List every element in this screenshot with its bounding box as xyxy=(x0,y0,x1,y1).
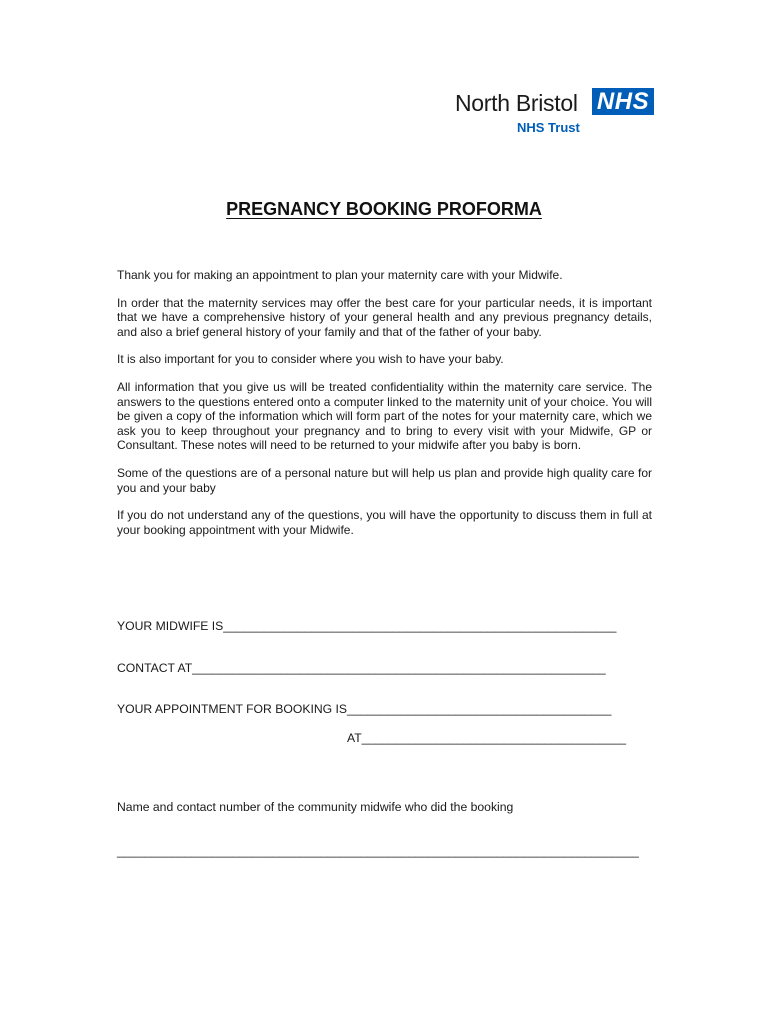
nhs-trust-logo xyxy=(455,88,655,138)
paragraph-thanks: Thank you for making an appointment to plan your maternity care with your Midwife. xyxy=(117,268,563,282)
appointment-field[interactable]: YOUR APPOINTMENT FOR BOOKING IS_______________________________________ xyxy=(117,702,612,716)
introduction-text xyxy=(117,268,652,550)
organization-name: North Bristol xyxy=(455,90,578,116)
paragraph-discuss: If you do not understand any of the questions, you will have the opportunity to discuss them in full at your booking appointment with your Midwife. xyxy=(117,508,652,537)
midwife-field[interactable]: YOUR MIDWIFE IS__________________________________________________________ xyxy=(117,619,617,633)
paragraph-history: In order that the maternity services may offer the best care for your particular needs, it is important that we have a comprehensive history of your general health and any previous pregnancy details, and also a brief general history of your family and that of the father of your baby. xyxy=(117,295,652,339)
community-midwife-field[interactable]: _____________________________________________________________________________ xyxy=(117,844,639,858)
paragraph-personal: Some of the questions are of a personal nature but will help us plan and provide high quality care for you and your baby xyxy=(117,465,652,495)
community-midwife-label: Name and contact number of the community midwife who did the booking xyxy=(117,800,514,814)
paragraph-confidentiality: All information that you give us will be treated confidentiality within the maternity care service. The answers to the questions entered onto a computer linked to the maternity unit of your choice. You will be given a copy of the information which will form part of the notes for your maternity care, which we ask you to keep throughout your pregnancy and to bring to every visit with your Midwife, GP or Consultant. These notes will need to be returned to your midwife after you baby is born. xyxy=(117,379,652,453)
paragraph-location: It is also important for you to consider where you wish to have your baby. xyxy=(117,352,504,367)
document-title: PREGNANCY BOOKING PROFORMA xyxy=(226,199,542,219)
nhs-logo-badge: NHS xyxy=(592,88,654,115)
appointment-location-field[interactable]: AT_______________________________________ xyxy=(347,731,627,745)
trust-label: NHS Trust xyxy=(517,120,580,135)
contact-field[interactable]: CONTACT AT_____________________________________________________________ xyxy=(117,661,606,675)
